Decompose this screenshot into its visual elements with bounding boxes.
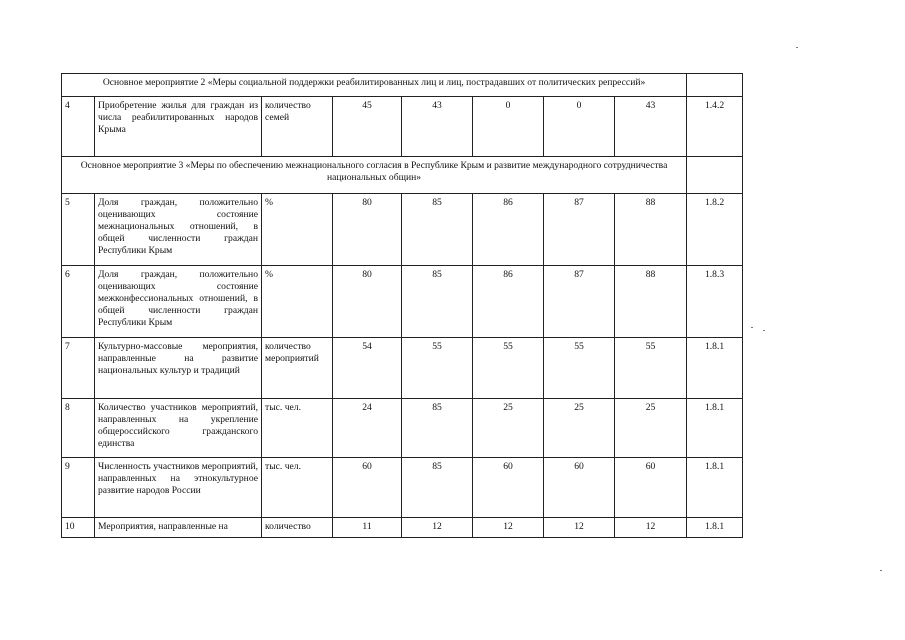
indicator-name: Приобретение жилья для граждан из числа реабилитированных народов Крыма xyxy=(95,97,262,157)
empty-cell xyxy=(687,157,743,194)
indicator-name: Доля граждан, положительно оценивающих состояние межконфессиональных отношений, в общей численности граждан Республики Крым xyxy=(95,266,262,338)
indicator-name: Мероприятия, направленные на xyxy=(95,518,262,538)
row-number: 9 xyxy=(62,458,95,518)
indicator-name: Численность участников мероприятий, направленных на этнокультурное развитие народов России xyxy=(95,458,262,518)
indicators-table xyxy=(61,73,743,538)
code-cell: 1.8.1 xyxy=(687,338,743,399)
value-cell: 12 xyxy=(473,518,544,538)
table-row xyxy=(62,458,743,518)
section-title-2: Основное мероприятие 2 «Меры социальной поддержки реабилитированных лиц и лиц, пострадавших от политических репрессий» xyxy=(62,74,687,97)
scan-speck xyxy=(880,570,882,571)
row-number: 7 xyxy=(62,338,95,399)
value-cell: 88 xyxy=(615,266,687,338)
section-header-row xyxy=(62,157,743,194)
value-cell: 55 xyxy=(473,338,544,399)
value-cell: 55 xyxy=(402,338,473,399)
scan-speck xyxy=(796,47,798,48)
value-cell: 60 xyxy=(615,458,687,518)
value-cell: 85 xyxy=(402,458,473,518)
row-number: 6 xyxy=(62,266,95,338)
unit-cell: количество семей xyxy=(262,97,333,157)
value-cell: 87 xyxy=(544,266,615,338)
table-row xyxy=(62,97,743,157)
value-cell: 43 xyxy=(402,97,473,157)
row-number: 10 xyxy=(62,518,95,538)
unit-cell: количество xyxy=(262,518,333,538)
value-cell: 24 xyxy=(333,399,402,458)
table-row xyxy=(62,399,743,458)
value-cell: 25 xyxy=(544,399,615,458)
table-row xyxy=(62,266,743,338)
scan-speck xyxy=(763,330,765,331)
row-number: 5 xyxy=(62,194,95,266)
table-row xyxy=(62,194,743,266)
indicator-name: Доля граждан, положительно оценивающих состояние межнациональных отношений, в общей численности граждан Республики Крым xyxy=(95,194,262,266)
value-cell: 12 xyxy=(615,518,687,538)
code-cell: 1.8.2 xyxy=(687,194,743,266)
unit-cell: % xyxy=(262,266,333,338)
unit-cell: количество мероприятий xyxy=(262,338,333,399)
table-row xyxy=(62,338,743,399)
value-cell: 25 xyxy=(615,399,687,458)
value-cell: 43 xyxy=(615,97,687,157)
code-cell: 1.4.2 xyxy=(687,97,743,157)
value-cell: 80 xyxy=(333,194,402,266)
value-cell: 55 xyxy=(544,338,615,399)
code-cell: 1.8.1 xyxy=(687,399,743,458)
value-cell: 85 xyxy=(402,194,473,266)
value-cell: 85 xyxy=(402,399,473,458)
row-number: 4 xyxy=(62,97,95,157)
value-cell: 60 xyxy=(544,458,615,518)
scan-speck xyxy=(751,327,753,328)
value-cell: 54 xyxy=(333,338,402,399)
section-title-3: Основное мероприятие 3 «Меры по обеспечению межнационального согласия в Республике Крым и развитие международного сотрудничества национальных общин» xyxy=(62,157,687,194)
value-cell: 25 xyxy=(473,399,544,458)
unit-cell: тыс. чел. xyxy=(262,399,333,458)
value-cell: 55 xyxy=(615,338,687,399)
code-cell: 1.8.1 xyxy=(687,458,743,518)
value-cell: 86 xyxy=(473,266,544,338)
unit-cell: тыс. чел. xyxy=(262,458,333,518)
value-cell: 45 xyxy=(333,97,402,157)
value-cell: 88 xyxy=(615,194,687,266)
value-cell: 0 xyxy=(544,97,615,157)
value-cell: 87 xyxy=(544,194,615,266)
value-cell: 12 xyxy=(544,518,615,538)
value-cell: 12 xyxy=(402,518,473,538)
value-cell: 0 xyxy=(473,97,544,157)
value-cell: 86 xyxy=(473,194,544,266)
code-cell: 1.8.3 xyxy=(687,266,743,338)
empty-cell xyxy=(687,74,743,97)
indicator-name: Количество участников мероприятий, направленных на укрепление общероссийского гражданского единства xyxy=(95,399,262,458)
unit-cell: % xyxy=(262,194,333,266)
section-header-row xyxy=(62,74,743,97)
value-cell: 85 xyxy=(402,266,473,338)
value-cell: 60 xyxy=(333,458,402,518)
value-cell: 11 xyxy=(333,518,402,538)
value-cell: 80 xyxy=(333,266,402,338)
value-cell: 60 xyxy=(473,458,544,518)
code-cell: 1.8.1 xyxy=(687,518,743,538)
indicator-name: Культурно-массовые мероприятия, направленные на развитие национальных культур и традиций xyxy=(95,338,262,399)
table-row xyxy=(62,518,743,538)
row-number: 8 xyxy=(62,399,95,458)
